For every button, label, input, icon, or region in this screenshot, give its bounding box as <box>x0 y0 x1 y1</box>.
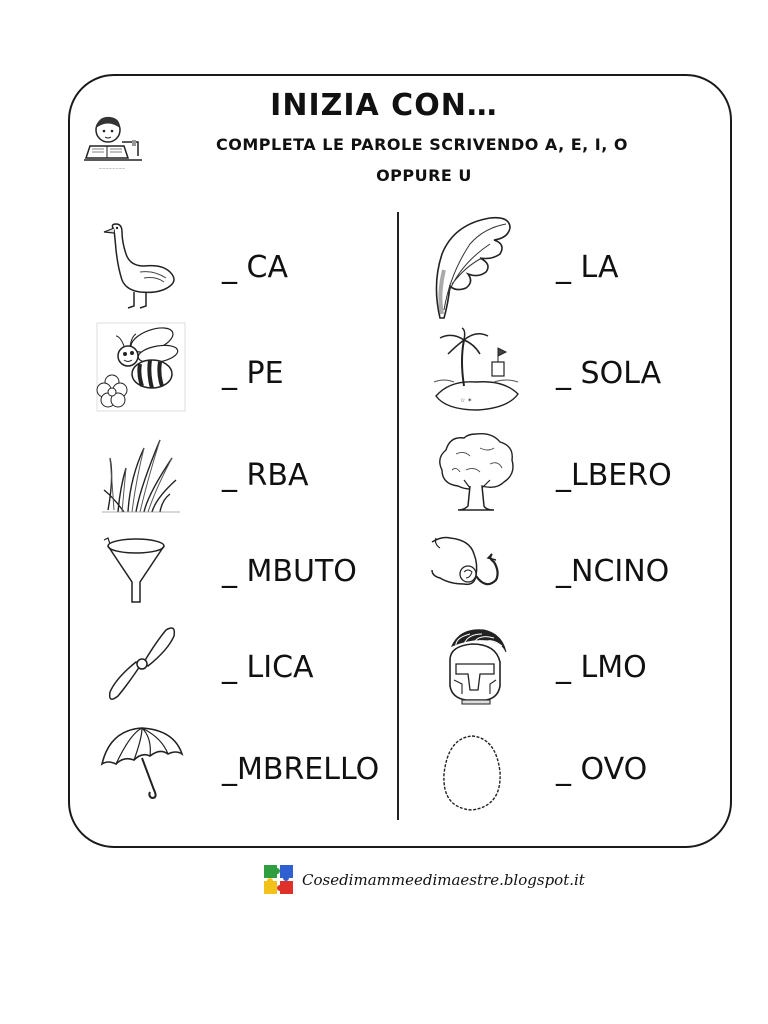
island-icon <box>430 326 522 414</box>
goose-icon <box>100 220 182 312</box>
tree-icon <box>436 430 516 520</box>
site-url: Cosedimammeedimaestre.blogspot.it <box>302 871 585 889</box>
wing-icon <box>430 214 514 324</box>
bee-icon <box>96 322 186 414</box>
umbrella-icon <box>96 724 186 804</box>
word-uncino: _NCINO <box>556 554 670 589</box>
site-credit <box>262 862 585 898</box>
word-isola: _ SOLA <box>556 356 662 391</box>
word-erba: _ RBA <box>222 458 309 493</box>
word-elmo: _ LMO <box>556 650 647 685</box>
column-divider <box>397 212 399 820</box>
worksheet-title: INIZIA CON… <box>270 88 498 123</box>
propeller-icon <box>104 622 180 706</box>
egg-icon <box>438 732 506 814</box>
word-ombrello: _MBRELLO <box>222 752 380 787</box>
word-elica: _ LICA <box>222 650 314 685</box>
word-albero: _LBERO <box>556 458 672 493</box>
word-imbuto: _ MBUTO <box>222 554 357 589</box>
word-ala: _ LA <box>556 250 619 285</box>
svg-text:~~~~~~~~: ~~~~~~~~ <box>98 166 126 171</box>
word-oca: _ CA <box>222 250 289 285</box>
helmet-icon <box>440 624 512 708</box>
instructions-line-2: OPPURE U <box>376 166 472 185</box>
funnel-icon <box>100 534 182 610</box>
puzzle-logo-icon <box>262 863 296 897</box>
hook-icon <box>430 534 522 606</box>
svg-text:☆ ✶: ☆ ✶ <box>460 397 473 404</box>
word-uovo: _ OVO <box>556 752 648 787</box>
grass-icon <box>100 428 182 520</box>
word-ape: _ PE <box>222 356 284 391</box>
instructions-line-1: COMPLETA LE PAROLE SCRIVENDO A, E, I, O <box>216 135 628 154</box>
